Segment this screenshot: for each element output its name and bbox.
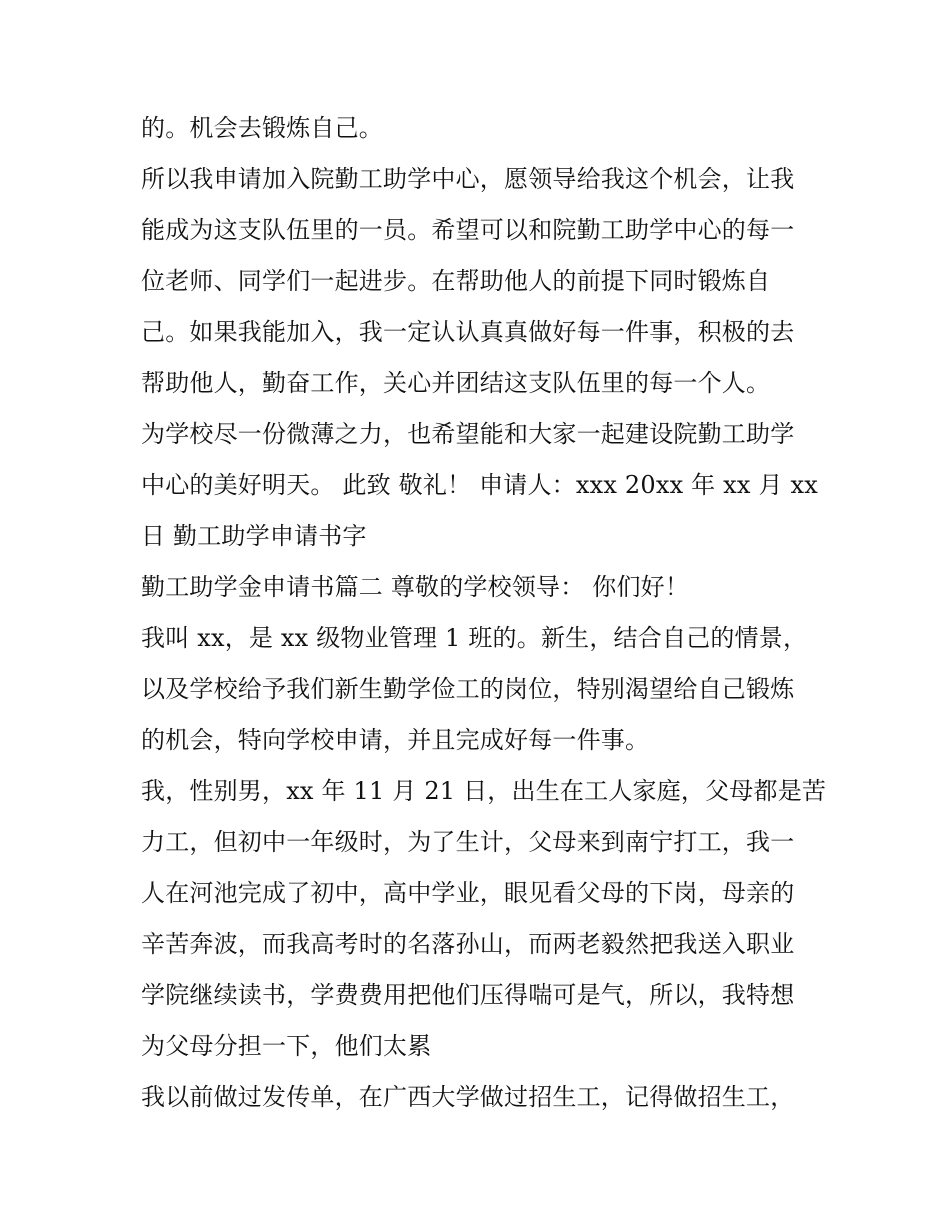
text-line-9: 日 勤工助学申请书字 — [141, 522, 367, 550]
text-line-1: 的。机会去锻炼自己。 — [141, 114, 383, 142]
text-line-10: 勤工助学金申请书篇二 尊敬的学校领导： 你们好！ — [141, 573, 690, 601]
text-line-18: 学院继续读书，学费费用把他们压得喘可是气，所以，我特想 — [141, 981, 795, 1009]
text-line-5: 己。如果我能加入，我一定认认真真做好每一件事，积极的去 — [141, 318, 795, 346]
text-line-4: 位老师、同学们一起进步。在帮助他人的前提下同时锻炼自 — [141, 267, 771, 295]
text-line-12: 以及学校给予我们新生勤学俭工的岗位，特别渴望给自己锻炼 — [141, 675, 795, 703]
text-line-3: 能成为这支队伍里的一员。希望可以和院勤工助学中心的每一 — [141, 216, 795, 244]
text-line-6: 帮助他人，勤奋工作，关心并团结这支队伍里的每一个人。 — [141, 369, 771, 397]
text-line-2: 所以我申请加入院勤工助学中心，愿领导给我这个机会，让我 — [141, 165, 795, 193]
text-line-17: 辛苦奔波，而我高考时的名落孙山，而两老毅然把我送入职业 — [141, 930, 795, 958]
text-line-14: 我，性别男，xx 年 11 月 21 日，出生在工人家庭，父母都是苦 — [141, 777, 827, 805]
text-line-15: 力工，但初中一年级时，为了生计，父母来到南宁打工，我一 — [141, 828, 795, 856]
text-line-11: 我叫 xx，是 xx 级物业管理 1 班的。新生，结合自己的情景， — [141, 624, 808, 652]
text-line-7: 为学校尽一份微薄之力，也希望能和大家一起建设院勤工助学 — [141, 420, 795, 448]
text-line-20: 我以前做过发传单，在广西大学做过招生工，记得做招生工， — [141, 1083, 795, 1111]
text-line-19: 为父母分担一下，他们太累 — [141, 1032, 432, 1060]
text-line-8: 中心的美好明天。 此致 敬礼！ 申请人：xxx 20xx 年 xx 月 xx — [141, 471, 818, 499]
text-line-13: 的机会，特向学校申请，并且完成好每一件事。 — [141, 726, 650, 754]
text-line-16: 人在河池完成了初中，高中学业，眼见看父母的下岗，母亲的 — [141, 879, 795, 907]
